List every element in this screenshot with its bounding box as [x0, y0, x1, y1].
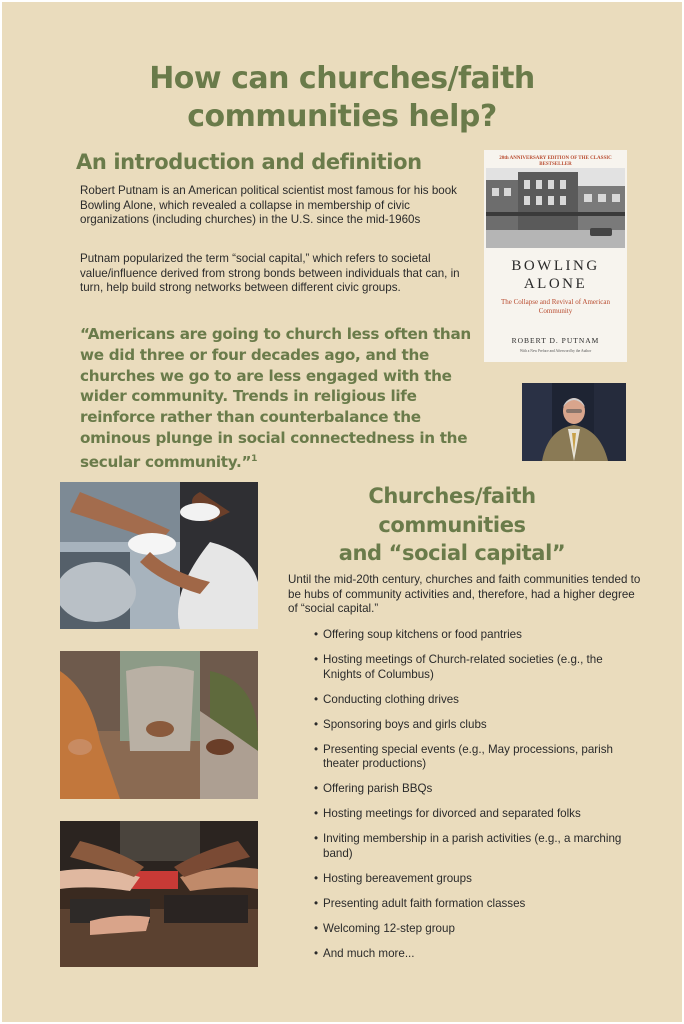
intro-heading: An introduction and definition	[76, 150, 422, 174]
intro-paragraph-1: Robert Putnam is an American political scientist most famous for his book Bowling Alone, which revealed a collapse in membership of civic organizations (including churches) in the U.S. since the mid-1960s	[80, 184, 457, 226]
book-subtitle: The Collapse and Revival of American Community	[500, 298, 611, 315]
list-item: • Presenting adult faith formation classes	[314, 897, 634, 912]
list-item: • Offering soup kitchens or food pantries	[314, 628, 634, 643]
hands-on-bibles-photo	[60, 821, 258, 967]
section2-heading-line3: and “social capital”	[338, 541, 566, 565]
list-item: • Presenting special events (e.g., May processions, parish theater productions)	[314, 743, 634, 772]
page-title: How can churches/faith communities help?	[149, 61, 535, 134]
prayer-circle-photo	[60, 651, 258, 799]
quote-text: “Americans are going to church less often than we did three or four decades ago, and the churches we go to are less engaged with the wider community. Trends in religious life reinforce rather than counterbalance the ominous plunge in social connectedness in the secular community.”	[80, 325, 471, 471]
list-item: • Hosting meetings of Church-related societies (e.g., the Knights of Columbus)	[314, 653, 634, 682]
poster	[2, 2, 682, 1022]
section2-heading-line1: Churches/faith	[368, 484, 536, 508]
list-item: • Hosting bereavement groups	[314, 872, 634, 887]
list-item: • Hosting meetings for divorced and separated folks	[314, 807, 634, 822]
book-title-2: ALONE	[523, 276, 588, 292]
putnam-quote	[80, 324, 490, 473]
section2-intro: Until the mid-20th century, churches and faith communities tended to be hubs of community activities and, therefore, had a higher degree of “social capital.”	[288, 573, 641, 615]
list-item: • Conducting clothing drives	[314, 693, 634, 708]
book-cover-photo	[486, 168, 625, 248]
list-item: • Sponsoring boys and girls clubs	[314, 718, 634, 733]
book-banner: 20th ANNIVERSARY EDITION OF THE CLASSIC BESTSELLER	[499, 156, 612, 167]
book-tagline: With a New Preface and Afterword by the Author	[519, 349, 592, 353]
footnote-marker: 1	[251, 453, 258, 464]
list-item: • Welcoming 12-step group	[314, 922, 634, 937]
list-item: • And much more...	[314, 947, 634, 962]
intro-paragraph-2: Putnam popularized the term “social capital,” which refers to societal value/influence derived from strong bonds between individuals that can, in turn, help build strong networks between different civic groups.	[80, 252, 460, 294]
book-title-1: BOWLING	[511, 258, 600, 274]
putnam-portrait	[522, 383, 626, 461]
list-item: • Inviting membership in a parish activities (e.g., a marching band)	[314, 832, 634, 861]
book-cover	[484, 150, 627, 362]
soup-kitchen-photo	[60, 482, 258, 629]
section2-heading-line2: communities	[378, 512, 526, 537]
list-item: • Offering parish BBQs	[314, 782, 634, 797]
activities-list	[314, 628, 634, 972]
book-author: ROBERT D. PUTNAM	[511, 336, 600, 345]
section2-heading	[292, 482, 612, 568]
